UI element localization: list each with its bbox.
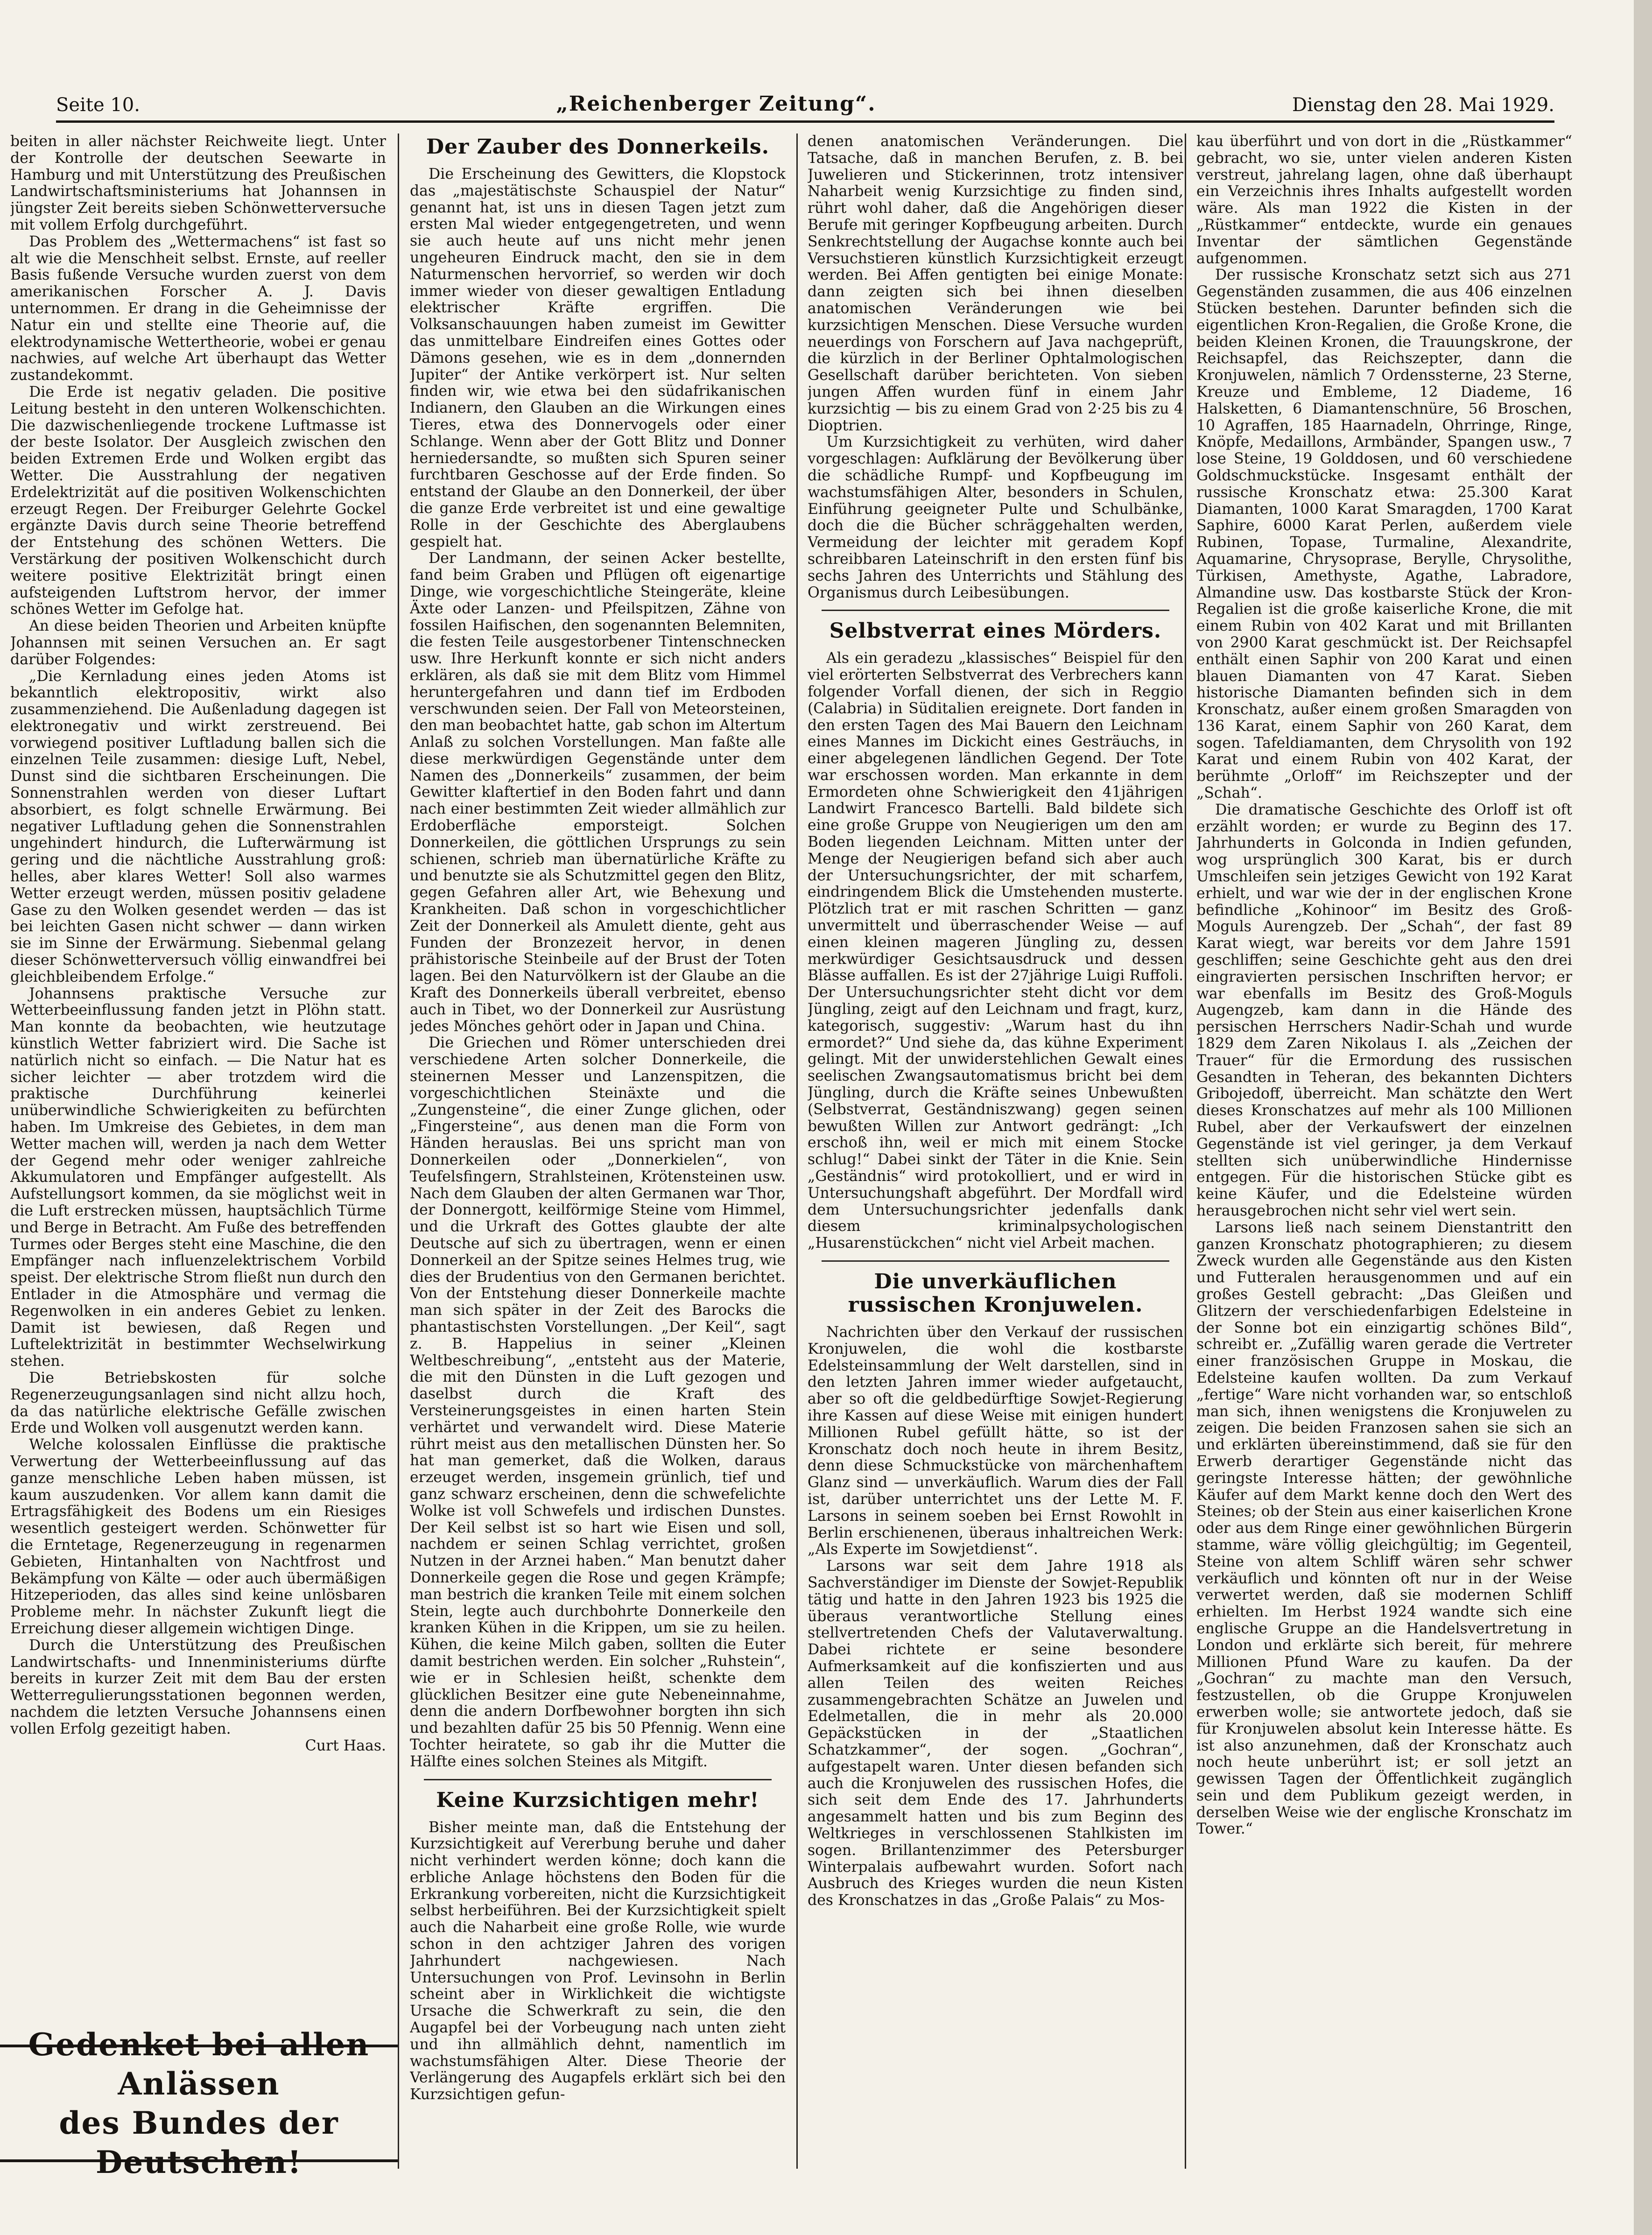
paragraph: Durch die Unterstützung des Preußischen Landwirtschafts- und Innenministeriums dürfte bereits in kurzer Zeit mit dem Bau der ersten Wetterregulierungsstationen begonnen werden, nachdem die letzten Versuche Johannsens einen vollen Erfolg gezeitigt haben. (10, 1637, 386, 1737)
article-title: Keine Kurzsichtigen mehr! (436, 1788, 759, 1812)
paragraph: Als ein geradezu „klassisches“ Beispiel für den viel erörterten Selbstverrat des Verbrechers kann folgender Vorfall dienen, der sich in Reggio (Calabria) in Süditalien ereignete. Dort fanden in den ersten Tagen des Mai Bauern den Leichnam eines Mannes im Dickicht eines Gesträuchs, in einer abgelegenen ländlichen Gegend. Der Tote war erschossen worden. Man erkannte in dem Ermordeten ohne Schwierigkeit den 41jährigen Landwirt Francesco Bartelli. Bald bildete sich eine große Gruppe von Neugierigen um den am Boden liegenden Leichnam. Mitten unter der Menge der Neugierigen befand sich aber auch der Untersuchungsrichter, der mit scharfem, eindringendem Blick die Umstehenden musterte. Plötzlich trat er mit raschen Schritten — ganz unvermittelt und überraschender Weise — auf einen kleinen mageren Jüngling zu, dessen merkwürdiger Gesichtsausdruck und dessen Blässe auffallen. Es ist der 27jährige Luigi Ruffoli. Der Untersuchungsrichter steht dicht vor dem Jüngling, zeigt auf den Leichnam und fragt, kurz, kategorisch, suggestiv: „Warum hast du ihn ermordet?“ Und siehe da, das kühne Experiment gelingt. Mit der unwiderstehlichen Gewalt eines seelischen Zwangsautomatismus bricht bei dem Jüngling, durch die Kräfte seines Unbewußten (Selbstverrat, Geständniszwang) gegen seinen bewußten Willen zur Antwort gedrängt: „Ich erschoß ihn, weil er mich mit einem Stocke schlug!“ Dabei sinkt der Täter in die Knie. Sein „Geständnis“ wird protokolliert, und er wird in Untersuchungshaft abgeführt. Der Mordfall wird dem Untersuchungsrichter jedenfalls dank diesem kriminalpsychologischen „Husarenstückchen“ nicht viel Arbeit machen. (808, 650, 1183, 1252)
column-3 (808, 134, 1183, 2169)
paragraph: denen anatomischen Veränderungen. Die Tatsache, daß in manchen Berufen, z. B. bei Juwelieren und Stickerinnen, trotz intensiver Naharbeit wenig Kurzsichtige zu finden sind, rührt wohl daher, daß die Angehörigen dieser Berufe mit geringer Kopfbeugung arbeiten. Durch Senkrechtstellung der Augachse konnte auch bei Versuchstieren künstlich Kurzsichtigkeit erzeugt werden. Bei Affen gentigten bei einige Monate: dann zeigten sich bei ihnen dieselben anatomischen Veränderungen wie bei kurzsichtigen Menschen. Diese Versuche wurden neuerdings von Forschern auf Java nachgeprüft, die kürzlich in der Berliner Ophtalmologischen Gesellschaft darüber berichteten. Von sieben jungen Affen wurden fünf in einem Jahr kurzsichtig — bis zu einem Grad von 2·25 bis zu 4 Dioptrien. (808, 134, 1183, 434)
column-1 (10, 134, 386, 2169)
author-signature: Curt Haas. (305, 1737, 386, 1754)
paragraph: Um Kurzsichtigkeit zu verhüten, wird daher vorgeschlagen: Aufklärung der Bevölkerung über die schädliche Rumpf- und Kopfbeugung im wachstumsfähigen Alter, besonders in Schulen, Einführung geeigneter Pulte und Schulbänke, doch die die Bücher schräggehalten werden, Vermeidung der leichter mit geradem Kopf schreibbaren Lateinschrift in den ersten fünf bis sechs Jahren des Unterrichts und Stählung des Organismus durch Leibesübungen. (808, 434, 1183, 601)
paragraph: Die Erde ist negativ geladen. Die positive Leitung besteht in den unteren Wolkenschichten. Die dazwischenliegende trockene Luftmasse ist der beste Isolator. Der Ausgleich zwischen den beiden Extremen Erde und Wolken ergibt das Wetter. Die Ausstrahlung der negativen Erdelektrizität auf die positiven Wolkenschichten erzeugt Regen. Der Freiburger Gelehrte Gockel ergänzte Davis durch seine Theorie betreffend der Entstehung des schönen Wetters. Die Verstärkung der positiven Wolkenschicht durch weitere positive Elektrizität bringt einen aufsteigenden Luftstrom hervor, der immer schönes Wetter im Gefolge hat. (10, 383, 386, 618)
column-4 (1196, 134, 1572, 2169)
paragraph: Johannsens praktische Versuche zur Wetterbeeinflussung fanden jetzt in Plöhn statt. Man konnte da beobachten, wie heutzutage künstlich Wetter fabriziert wird. Die Sache ist natürlich nicht so einfach. — Die Natur hat es sicher leichter — aber trotzdem wird die praktische Durchführung keinerlei unüberwindliche Schwierigkeiten zu befürchten haben. Im Umkreise des Gebietes, in dem man Wetter machen will, werden ja nach dem Wetter der Gegend mehr oder weniger zahlreiche Akkumulatoren und Empfänger aufgestellt. Als Aufstellungsort kommen, da sie möglichst weit in die Luft erstrecken müssen, hauptsächlich Türme und Berge in Betracht. Am Fuße des betreffenden Turmes oder Berges steht eine Maschine, die den Empfänger nach influenzelektrischem Vorbild speist. Der elektrische Strom fließt nun durch den Entlader in die Atmosphäre und vermag die Regenwolken in ein anderes Gebiet zu lenken. Damit ist bewiesen, daß Regen und Luftelektrizität in bestimmter Wechselwirkung stehen. (10, 985, 386, 1370)
scan-edge (1634, 0, 1652, 2235)
article-title: Die unverkäuflichen russischen Kronjuwelen. (848, 1270, 1143, 1317)
column-rule (1185, 134, 1186, 2169)
paragraph: Die Betriebskosten für solche Regenerzeugungsanlagen sind nicht allzu hoch, da das natürliche elektrische Gefälle zwischen Erde und Wolken voll ausgenutzt werden kann. (10, 1369, 386, 1437)
paragraph: Nachrichten über den Verkauf der russischen Kronjuwelen, die wohl die kostbarste Edelsteinsammlung der Welt darstellen, sind in den letzten Jahren immer wieder aufgetaucht, aber so oft die geldbedürftige Sowjet-Regierung ihre Kassen auf diese Weise mit einigen hundert Millionen Rubel gefüllt hätte, so ist der Kronschatz doch noch heute in ihrem Besitz, denn diese Schmuckstücke von märchenhaftem Glanz sind — unverkäuflich. Warum dies der Fall ist, darüber unterrichtet uns der Lette M. F. Larsons in seinem soeben bei Ernst Rowohlt in Berlin erschienenen, überaus inhaltreichen Werk: „Als Experte im Sowjetdienst“. (808, 1324, 1183, 1558)
paragraph: Larsons war seit dem Jahre 1918 als Sachverständiger im Dienste der Sowjet-Republik tätig und hatte in den Jahren 1923 bis 1925 die überaus verantwortliche Stellung eines stellvertretenden Chefs der Valutaverwaltung. Dabei richtete er seine besondere Aufmerksamkeit auf die konfiszierten und aus allen Teilen des weiten Reiches zusammengebrachten Schätze an Juwelen und Edelmetallen, die in mehr als 20.000 Gepäckstücken in der „Staatlichen Schatzkammer“, der sogen. „Gochran“, aufgestapelt waren. Unter diesen befanden sich auch die Kronjuwelen des russischen Hofes, die sich seit dem Ende des 17. Jahrhunderts angesammelt hatten und bis zum Beginn des Weltkrieges in verschlossenen Stahlkisten im sogen. Brillantenzimmer des Petersburger Winterpalais aufbewahrt wurden. Sofort nach Ausbruch des Krieges wurden die neun Kisten des Kronschatzes in das „Große Palais“ zu Mos- (808, 1558, 1183, 1909)
article-divider (822, 610, 1169, 611)
header-rule (56, 120, 1554, 123)
article-title: Der Zauber des Donnerkeils. (426, 135, 770, 159)
paragraph: Bisher meinte man, daß die Entstehung der Kurzsichtigkeit auf Vererbung beruhe und daher nicht verhindert werden könne; doch kann die erbliche Anlage höchstens den Boden für die Erkrankung vorbereiten, nicht die Kurzsichtigkeit selbst herbeiführen. Bei der Kurzsichtigkeit spielt auch die Naharbeit eine große Rolle, wie wurde schon in den achtziger Jahren des vorigen Jahrhundert nachgewiesen. Nach Untersuchungen von Prof. Levinsohn in Berlin scheint aber in Wirklichkeit die wichtigste Ursache die Schwerkraft zu sein, die den Augapfel bei der Vorbeugung nach unten zieht und ihn allmählich dehnt, namentlich im wachstumsfähigen Alter. Diese Theorie der Verlängerung des Augapfels erklärt sich bei den Kurzsichtigen gefun- (410, 1819, 786, 2103)
paragraph: An diese beiden Theorien und Arbeiten knüpfte Johannsen mit seinen Versuchen an. Er sagt darüber Folgendes: (10, 618, 386, 668)
paragraph: Die Griechen und Römer unterschieden drei verschiedene Arten solcher Donnerkeile, die steinernen Messer und Lanzenspitzen, die vorgeschichtlichen Steinäxte und die „Zungensteine“, die einer Zunge glichen, oder „Fingersteine“, aus denen man die Form von Händen herauslas. Bei uns spricht man von Donnerkeilen oder „Donnerkielen“, von Teufelsfingern, Strahlsteinen, Krötensteinen usw. Nach dem Glauben der alten Germanen war Thor, der Donnergott, keilförmige Steine vom Himmel, und die Urkraft des Gottes glaubte der alte Deutsche auf sich zu übertragen, wenn er einen Donnerkeil an der Spitze seines Helmes trug, wie dies der Brudentius von den Germanen berichtet. Von der Entstehung dieser Donnerkeile machte man sich später in der Zeit des Barocks die phantastischsten Vorstellungen. „Der Keil“, sagt z. B. Happelius in seiner „Kleinen Weltbeschreibung“, „entsteht aus der Materie, die mit den Dünsten in die Luft gezogen und daselbst durch die Kraft des Versteinerungsgeistes in einen harten Stein verhärtet und verwandelt wird. Diese Materie rührt meist aus den metallischen Dünsten her. So hat man gemerket, daß die Wolken, daraus erzeuget werden, insgemein grünlich, tief und ganz schwarz erscheinen, denn die schwefelichte Wolke ist voll Schwefels und irdischen Dunstes. Der Keil selbst ist so hart wie Eisen und soll, nachdem er seinen Schlag verrichtet, großen Nutzen in der Arznei haben.“ Man benutzt daher Donnerkeile gegen die Rose und gegen Krämpfe; man bestrich die kranken Teile mit einem solchen Stein, legte auch durchbohrte Donnerkeile den kranken Kühen in die Krippen, um sie zu heilen. Kühen, die keine Milch gaben, sollten die Euter damit bestrichen werden. Ein solcher „Ruhstein“, wie er in Schlesien heißt, schenkte dem glücklichen Besitzer eine gute Nebeneinnahme, denn die andern Dorfbewohner borgten ihn sich und bezahlten dafür 25 bis 50 Pfennig. Wenn eine Tochter heiratete, so gab ihr die Mutter die Hälfte eines solchen Steines als Mitgift. (410, 1034, 786, 1770)
column-2 (410, 134, 786, 2169)
paragraph: Der Landmann, der seinen Acker bestellte, fand beim Graben und Pflügen oft eigenartige Dinge, wie vorgeschichtliche Steingeräte, kleine Äxte oder Lanzen- und Pfeilspitzen, Zähne von fossilen Haifischen, den sogenannten Belemniten, die festen Teile ausgestorbener Tintenschnecken usw. Ihre Herkunft konnte er sich nicht anders erklären, als daß sie mit dem Blitz vom Himmel heruntergefahren und dann tief im Erdboden verschwunden seien. Der Fall von Meteorsteinen, den man beobachtet hatte, gab schon im Altertum Anlaß zu solchen Vorstellungen. Man faßte alle diese merkwürdigen Gegenstände unter dem Namen des „Donnerkeils“ zusammen, der beim Gewitter klaftertief in den Boden fahrt und dann nach einer bestimmten Zeit wieder allmählich zur Erdoberfläche emporsteigt. Solchen Donnerkeilen, die göttlichen Ursprungs zu sein schienen, schrieb man übernatürliche Kräfte zu und benutzte sie als Schutzmittel gegen den Blitz, gegen Gefahren aller Art, wie Behexung und Krankheiten. Daß schon in vorgeschichtlicher Zeit der Donnerkeil als Amulett diente, geht aus Funden der Bronzezeit hervor, in denen prähistorische Steinbeile auf der Brust der Toten lagen. Bei den Naturvölkern ist der Glaube an die Kraft des Donnerkeils überall verbreitet, ebenso auch in Tibet, wo der Donnerkeil zur Ausrüstung jedes Mönches gehört oder in Japan und China. (410, 550, 786, 1035)
ad-line-2: des Bundes der Deutschen! (59, 2105, 339, 2180)
article-divider (822, 1260, 1169, 1262)
paragraph: kau überführt und von dort in die „Rüstkammer“ gebracht, wo sie, unter vielen anderen Kisten verstreut, jahrelang lagen, ohne daß überhaupt ein Verzeichnis ihres Inhalts aufgestellt worden wäre. Als man 1922 die Kisten in der „Rüstkammer“ entdeckte, wurde ein genaues Inventar der sämtlichen Gegenstände aufgenommen. (1196, 134, 1572, 267)
column-rule (796, 134, 798, 2169)
advertisement-box (0, 2026, 398, 2180)
ad-line-1: Gedenket bei allen Anlässen (28, 2026, 370, 2102)
paragraph: Der russische Kronschatz setzt sich aus 271 Gegenständen zusammen, die aus 406 einzelnen Stücken bestehen. Darunter befinden sich die eigentlichen Kron-Regalien, die Große Krone, die beiden Kleinen Kronen, die Trauungskrone, der Reichsapfel, das Reichszepter, dann die Kronjuwelen, nämlich 7 Ordenssterne, 23 Sterne, Kreuze und Embleme, 12 Diademe, 16 Halsketten, 6 Diamantenschnüre, 56 Broschen, 10 Agraffen, 185 Haarnadeln, Ohrringe, Ringe, Knöpfe, Medaillons, Armbänder, Spangen usw., 7 lose Steine, 19 Golddosen, und 60 verschiedene Goldschmuckstücke. Insgesamt enthält der russische Kronschatz etwa: 25.300 Karat Diamanten, 1000 Karat Smaragden, 1700 Karat Saphire, 6000 Karat Perlen, außerdem viele Rubinen, Topase, Turmaline, Alexandrite, Aquamarine, Chrysoprase, Berylle, Chrysolithe, Türkisen, Amethyste, Agathe, Labradore, Almandine usw. Das kostbarste Stück der Kron-Regalien ist die große kaiserliche Krone, die mit einem Rubin von 402 Karat und mit Brillanten von 2900 Karat geschmückt ist. Der Reichsapfel enthält einen Saphir von 200 Karat und einen blauen Diamanten von 47 Karat. Sieben historische Diamanten befinden sich in dem Kronschatz, außer einem großen Smaragden von 136 Karat, einem Saphir von 260 Karat, dem sogen. Tafeldiamanten, dem Chrysolith von 192 Karat und einem Rubin von 402 Karat, der berühmte „Orloff“ im Reichszepter und der „Schah“. (1196, 267, 1572, 802)
page-header (56, 85, 1554, 116)
article-divider (424, 1779, 772, 1780)
paragraph: Larsons ließ nach seinem Dienstantritt den ganzen Kronschatz photographieren; zu diesem Zweck wurden alle Gegenstände aus den Kisten und Futteralen herausgenommen und auf ein großes Gestell gebracht: „Das Gleißen und Glitzern der verschiedenfarbigen Edelsteine in der Sonne bot ein einzigartig schönes Bild“, schreibt er. „Zufällig waren gerade die Vertreter einer französischen Gruppe in Moskau, die Edelsteine kaufen wollten. Da zum Verkauf „fertige“ Ware nicht vorhanden war, so entschloß man sich, ihnen wenigstens die Kronjuwelen zu zeigen. Die beiden Franzosen sahen sie sich an und erklärten übereinstimmend, daß sie für den Erwerb derartiger Gegenstände nicht das geringste Interesse hätten; der gewöhnliche Käufer auf dem Markt kenne doch den Wert des Steines; ob der Stein aus einer kaiserlichen Krone oder aus dem Ringe einer gewöhnlichen Bürgerin stamme, wäre völlig gleichgültig; im Gegenteil, Steine von altem Schliff wären sehr schwer verkäuflich und könnten oft nur in der Weise verwertet werden, daß sie modernen Schliff erhielten. Im Herbst 1924 wandte sich eine englische Gruppe an die Handelsvertretung in London und erklärte sich bereit, für mehrere Millionen Pfund Ware zu kaufen. Da der „Gochran“ zu machte man den Versuch, festzustellen, ob die Gruppe Kronjuwelen erwerben wolle; sie antwortete jedoch, daß sie für Kronjuwelen absolut kein Interesse hätte. Es ist also anzunehmen, daß der Kronschatz auch noch heute unberührt ist; er soll jetzt an gewissen Tagen der Öffentlichkeit zugänglich sein und dem Publikum gezeigt werden, in derselben Weise wie der englische Kronschatz im Tower.“ (1196, 1219, 1572, 1838)
paragraph: beiten in aller nächster Reichweite liegt. Unter der Kontrolle der deutschen Seewarte in Hamburg und mit Unterstützung des Preußischen Landwirtschaftsministeriums hat Johannsen in jüngster Zeit bereits sieben Schönwetterversuche mit vollem Erfolg durchgeführt. (10, 134, 386, 233)
page-number: Seite 10. (56, 94, 140, 116)
article-title: Selbstverrat eines Mörders. (829, 619, 1162, 643)
paragraph: Die dramatische Geschichte des Orloff ist oft erzählt worden; er wurde zu Beginn des 17. Jahrhunderts in Golconda in Indien gefunden, wog ursprünglich 300 Karat, bis er durch Umschleifen sein jetziges Gewicht von 192 Karat erhielt, und war wie der in der englischen Krone befindliche „Kohinoor“ im Besitz des Groß-Moguls Aurengzeb. Der „Schah“, der fast 89 Karat wiegt, war bereits vor dem Jahre 1591 geschliffen; seine Geschichte geht aus den drei eingravierten persischen Inschriften hervor; er war ebenfalls im Besitz des Groß-Moguls Augengzeb, kam dann in die Hände des persischen Herrschers Nadir-Schah und wurde 1829 dem Zaren Nikolaus I. als „Zeichen der Trauer“ für die Ermordung des russischen Gesandten in Teheran, des bekannten Dichters Gribojedoff, überreicht. Man schätzte den Wert dieses Kronschatzes auf mehr als 100 Millionen Rubel, aber der Verkaufswert der einzelnen Gegenstände ist viel geringer, ja dem Verkauf stellten sich unüberwindliche Hindernisse entgegen. Für die historischen Stücke gibt es keine Käufer, und die Edelsteine würden herausgebrochen nicht sehr viel wert sein. (1196, 801, 1572, 1219)
issue-date: Dienstag den 28. Mai 1929. (1292, 94, 1554, 116)
paragraph: Das Problem des „Wettermachens“ ist fast so alt wie die Menschheit selbst. Ernste, auf reeller Basis fußende Versuche wurden zuerst von dem amerikanischen Forscher A. J. Davis unternommen. Er drang in die Geheimnisse der Natur ein und stellte eine Theorie auf, die elektrodynamische Wettertheorie, wobei er genau nachwies, auf welche Art überhaupt das Wetter zustandekommt. (10, 233, 386, 384)
paragraph: Welche kolossalen Einflüsse die praktische Verwertung der Wetterbeeinflussung auf das ganze menschliche Leben haben müssen, ist kaum auszudenken. Vor allem kann damit die Ertragsfähigkeit des Bodens um ein Riesiges wesentlich gesteigert werden. Schönwetter für die Erntetage, Regenerzeugung in regenarmen Gebieten, Hintanhalten von Nachtfrost und Bekämpfung von Kälte — oder auch übermäßigen Hitzeperioden, das alles sind keine unlösbaren Probleme mehr. In nächster Zukunft liegt die Erreichung dieser allgemein wichtigen Dinge. (10, 1436, 386, 1637)
column-rule (398, 134, 399, 2169)
paragraph: „Die Kernladung eines jeden Atoms ist bekanntlich elektropositiv, wirkt also zusammenziehend. Die Außenladung dagegen ist elektronegativ und wirkt zerstreuend. Bei vorwiegend positiver Luftladung ballen sich die einzelnen Teile zusammen: diesige Luft, Nebel, Dunst sind die sichtbaren Erscheinungen. Die Sonnenstrahlen werden von dieser Luftart absorbiert, es folgt schnelle Erwärmung. Bei negativer Luftladung gehen die Sonnenstrahlen ungehindert hindurch, die Lufterwärmung ist gering und die nächtliche Ausstrahlung groß: helles, aber klares Wetter! Soll also warmes Wetter erzeugt werden, müssen positiv geladene Gase zu den Wolken gesendet werden — das ist bei leichten Gasen nicht schwer — dann wirken sie im Sinne der Erwärmung. Siebenmal gelang dieser Schönwetterversuch völlig einwandfrei bei gleichbleibendem Erfolge.“ (10, 668, 386, 985)
masthead: „Reichenberger Zeitung“. (556, 92, 876, 116)
paragraph: Die Erscheinung des Gewitters, die Klopstock das „majestätischste Schauspiel der Natur“ genannt hat, ist uns in diesen Tagen jetzt zum ersten Mal wieder entgegengetreten, und wenn sie auch heute auf uns nicht mehr jenen ungeheuren Eindruck macht, den sie in dem Naturmenschen hervorrief, so werden wir doch immer wieder von dieser gewaltigen Entladung elektrischer Kräfte ergriffen. Die Volksanschauungen haben zumeist im Gewitter das unmittelbare Eindreifen eines Gottes oder Dämons gesehen, wie es in dem „donnernden Jupiter“ der Antike verkörpert ist. Nur selten finden wir, wie etwa bei den südafrikanischen Indianern, den Glauben an die Wirkungen eines Tieres, etwa des Donnervogels oder einer Schlange. Wenn aber der Gott Blitz und Donner herniedersandte, so mußten sich Spuren seiner furchtbaren Geschosse auf der Erde finden. So entstand der Glaube an den Donnerkeil, der über die ganze Erde verbreitet ist und eine gewaltige Rolle in der Geschichte des Aberglaubens gespielt hat. (410, 166, 786, 550)
